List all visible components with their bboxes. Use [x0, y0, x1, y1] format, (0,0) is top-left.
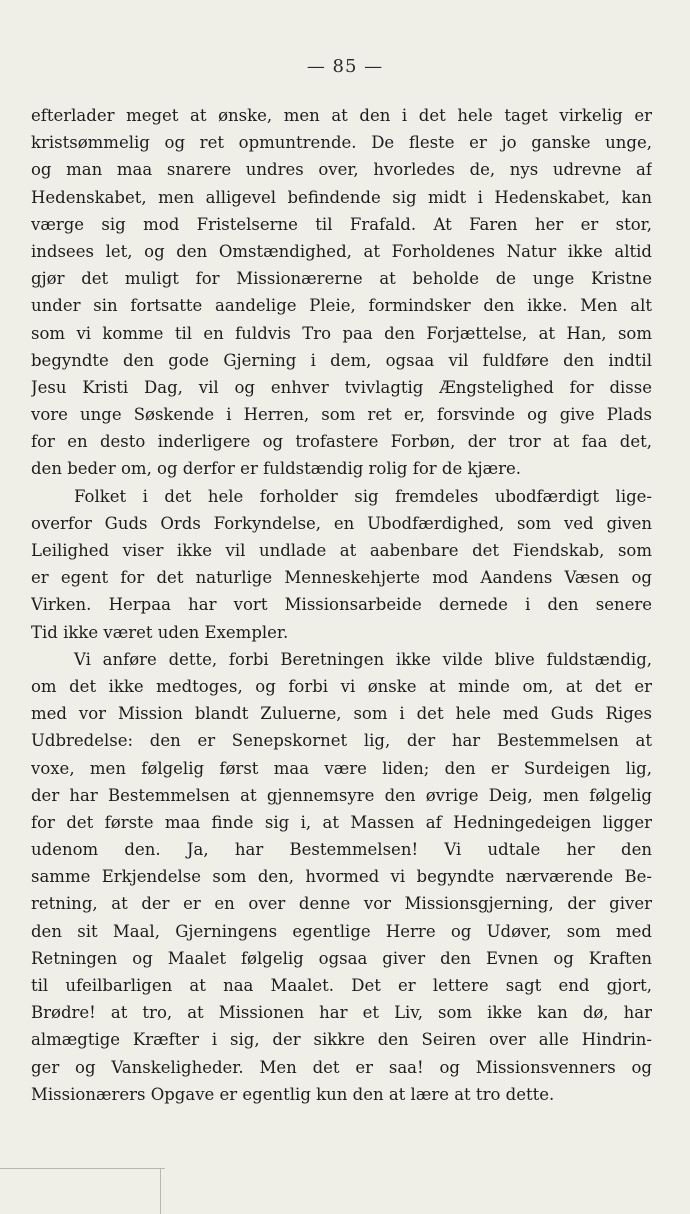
text-line: for det første maa finde sig i, at Massen af Hedningedeigen ligger: [31, 812, 652, 832]
text-line: ger og Vanskeligheder. Men det er saa! og Missionsvenners og: [31, 1057, 652, 1077]
text-line: efterlader meget at ønske, men at den i det hele taget virkelig er: [31, 106, 652, 125]
text-line: kristsømmelig og ret opmuntrende. De fleste er jo ganske unge,: [31, 133, 652, 153]
text-line: Leilighed viser ikke vil undlade at aabenbare det Fiendskab, som: [31, 541, 652, 560]
text-line: almægtige Kræfter i sig, der sikkre den Seiren over alle Hindrin-: [31, 1030, 652, 1050]
text-line: under sin fortsatte aandelige Pleie, formindsker den ikke. Men alt: [31, 296, 652, 316]
text-line: Retningen og Maalet følgelig ogsaa giver den Evnen og Kraften: [31, 948, 652, 968]
text-line: der har Bestemmelsen at gjennemsyre den øvrige Deig, men følgelig: [31, 785, 652, 805]
text-line: Missionærers Opgave er egentlig kun den at lære at tro dette.: [31, 1084, 555, 1104]
corner-rule: [160, 1168, 161, 1214]
text-line: og man maa snarere undres over, hvorledes de, nys udrevne af: [31, 160, 652, 180]
text-line: voxe, men følgelig først maa være liden; den er Surdeigen lig,: [31, 758, 652, 778]
text-line: den sit Maal, Gjerningens egentlige Herre og Udøver, som med: [31, 921, 652, 941]
text-line: Folket i det hele forholder sig fremdeles ubodfærdigt lige-: [74, 486, 652, 506]
text-line: retning, at der er en over denne vor Missionsgjerning, der giver: [31, 894, 652, 914]
text-line: Jesu Kristi Dag, vil og enhver tvivlagtig Ængstelighed for disse: [31, 377, 652, 397]
text-line: overfor Guds Ords Forkyndelse, en Ubodfærdighed, som ved given: [31, 513, 652, 533]
body-text: [31, 102, 652, 1108]
text-line: værge sig mod Fristelserne til Frafald. At Faren her er stor,: [31, 214, 652, 234]
text-line: Udbredelse: den er Senepskornet lig, der har Bestemmelsen at: [31, 731, 652, 751]
text-line: Hedenskabet, men alligevel befindende sig midt i Hedenskabet, kan: [31, 187, 652, 207]
text-line: den beder om, og derfor er fuldstændig rolig for de kjære.: [31, 459, 521, 479]
text-line: med vor Mission blandt Zuluerne, som i det hele med Guds Riges: [31, 704, 652, 724]
text-line: Vi anføre dette, forbi Beretningen ikke vilde blive fuldstændig,: [74, 649, 652, 669]
text-line: Virken. Herpaa har vort Missionsarbeide dernede i den senere: [31, 595, 652, 615]
text-line: begyndte den gode Gjerning i dem, ogsaa vil fuldføre den indtil: [31, 350, 652, 370]
text-line: Brødre! at tro, at Missionen har et Liv, som ikke kan dø, har: [31, 1003, 652, 1023]
text-line: er egent for det naturlige Menneskehjerte mod Aandens Væsen og: [31, 568, 652, 588]
text-line: for en desto inderligere og trofastere Forbøn, der tror at faa det,: [31, 432, 652, 452]
bottom-rule: [0, 1168, 165, 1169]
text-line: om det ikke medtoges, og forbi vi ønske at minde om, at det er: [31, 676, 652, 696]
text-line: udenom den. Ja, har Bestemmelsen! Vi udtale her den: [31, 840, 652, 860]
text-line: som vi komme til en fuldvis Tro paa den Forjættelse, at Han, som: [31, 323, 652, 343]
text-line: vore unge Søskende i Herren, som ret er, forsvinde og give Plads: [31, 405, 652, 425]
text-line: samme Erkjendelse som den, hvormed vi begyndte nærværende Be-: [31, 867, 652, 887]
text-line: Tid ikke været uden Exempler.: [31, 622, 289, 642]
text-line: indsees let, og den Omstændighed, at Forholdenes Natur ikke altid: [31, 241, 652, 261]
page-number: — 85 —: [306, 56, 384, 77]
text-line: til ufeilbarligen at naa Maalet. Det er lettere sagt end gjort,: [31, 976, 652, 995]
text-line: gjør det muligt for Missionærerne at beholde de unge Kristne: [31, 269, 652, 289]
